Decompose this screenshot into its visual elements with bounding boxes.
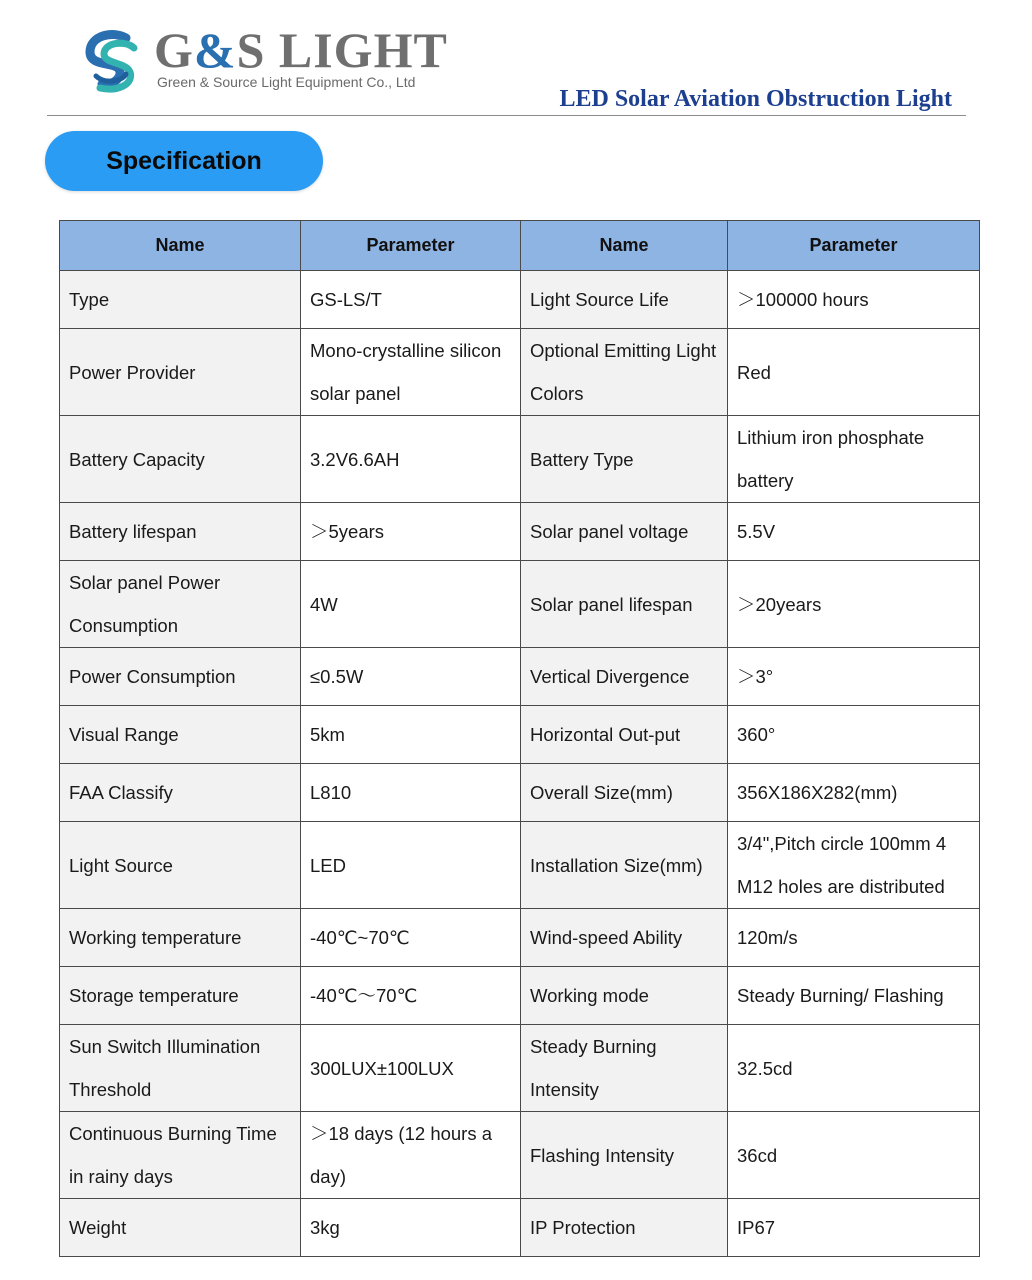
spec-value-cell: -40℃～70℃ xyxy=(301,967,521,1025)
table-row xyxy=(60,503,980,561)
gs-swirl-logo-icon xyxy=(82,28,144,96)
table-row xyxy=(60,1112,980,1199)
table-row xyxy=(60,329,980,416)
spec-value-cell: Lithium iron phosphate battery xyxy=(728,416,980,503)
table-row xyxy=(60,416,980,503)
spec-name-cell: Working temperature xyxy=(60,909,301,967)
spec-value-cell: GS-LS/T xyxy=(301,271,521,329)
spec-name-cell: FAA Classify xyxy=(60,764,301,822)
column-header: Parameter xyxy=(728,221,980,271)
spec-value-cell: ＞3° xyxy=(728,648,980,706)
document-header xyxy=(0,0,1032,120)
spec-value-cell: 3/4",Pitch circle 100mm 4 M12 holes are distributed xyxy=(728,822,980,909)
spec-value-cell: 32.5cd xyxy=(728,1025,980,1112)
spec-value-cell: LED xyxy=(301,822,521,909)
spec-name-cell: Sun Switch Illumination Threshold xyxy=(60,1025,301,1112)
spec-value-cell: Red xyxy=(728,329,980,416)
spec-value-cell: 3.2V6.6AH xyxy=(301,416,521,503)
spec-name-cell: Steady Burning Intensity xyxy=(521,1025,728,1112)
spec-name-cell: Horizontal Out-put xyxy=(521,706,728,764)
spec-value-cell: 5km xyxy=(301,706,521,764)
brand-name: G&S LIGHT xyxy=(154,22,448,78)
spec-value-cell: 120m/s xyxy=(728,909,980,967)
spec-value-cell: ≤0.5W xyxy=(301,648,521,706)
spec-value-cell: 36cd xyxy=(728,1112,980,1199)
spec-name-cell: Flashing Intensity xyxy=(521,1112,728,1199)
spec-value-cell: -40℃~70℃ xyxy=(301,909,521,967)
spec-name-cell: Installation Size(mm) xyxy=(521,822,728,909)
spec-name-cell: Weight xyxy=(60,1199,301,1257)
spec-name-cell: Visual Range xyxy=(60,706,301,764)
spec-name-cell: IP Protection xyxy=(521,1199,728,1257)
table-header-row xyxy=(60,221,980,271)
spec-name-cell: Vertical Divergence xyxy=(521,648,728,706)
spec-value-cell: Steady Burning/ Flashing xyxy=(728,967,980,1025)
header-divider xyxy=(47,115,966,116)
spec-value-cell: IP67 xyxy=(728,1199,980,1257)
column-header: Parameter xyxy=(301,221,521,271)
spec-name-cell: Power Consumption xyxy=(60,648,301,706)
brand-subtitle: Green & Source Light Equipment Co., Ltd xyxy=(157,74,416,90)
spec-name-cell: Optional Emitting Light Colors xyxy=(521,329,728,416)
table-row xyxy=(60,271,980,329)
spec-name-cell: Overall Size(mm) xyxy=(521,764,728,822)
spec-name-cell: Light Source xyxy=(60,822,301,909)
spec-name-cell: Continuous Burning Time in rainy days xyxy=(60,1112,301,1199)
spec-table xyxy=(59,220,980,1257)
table-row xyxy=(60,822,980,909)
column-header: Name xyxy=(60,221,301,271)
spec-name-cell: Battery Type xyxy=(521,416,728,503)
spec-value-cell: ＞18 days (12 hours a day) xyxy=(301,1112,521,1199)
spec-value-cell: 3kg xyxy=(301,1199,521,1257)
spec-name-cell: Solar panel Power Consumption xyxy=(60,561,301,648)
section-label: Specification xyxy=(106,146,262,175)
table-row xyxy=(60,706,980,764)
spec-value-cell: 4W xyxy=(301,561,521,648)
section-label-pill xyxy=(45,131,323,191)
product-title: LED Solar Aviation Obstruction Light xyxy=(559,86,952,112)
table-row xyxy=(60,764,980,822)
spec-value-cell: L810 xyxy=(301,764,521,822)
table-row xyxy=(60,648,980,706)
spec-name-cell: Working mode xyxy=(521,967,728,1025)
table-row xyxy=(60,967,980,1025)
spec-value-cell: 356X186X282(mm) xyxy=(728,764,980,822)
spec-name-cell: Solar panel voltage xyxy=(521,503,728,561)
spec-value-cell: ＞5years xyxy=(301,503,521,561)
table-row xyxy=(60,1025,980,1112)
spec-name-cell: Type xyxy=(60,271,301,329)
spec-name-cell: Power Provider xyxy=(60,329,301,416)
spec-name-cell: Battery Capacity xyxy=(60,416,301,503)
table-row xyxy=(60,561,980,648)
spec-value-cell: ＞20years xyxy=(728,561,980,648)
spec-value-cell: Mono-crystalline silicon solar panel xyxy=(301,329,521,416)
spec-name-cell: Light Source Life xyxy=(521,271,728,329)
spec-value-cell: 5.5V xyxy=(728,503,980,561)
spec-name-cell: Storage temperature xyxy=(60,967,301,1025)
spec-value-cell: 360° xyxy=(728,706,980,764)
table-row xyxy=(60,1199,980,1257)
spec-name-cell: Solar panel lifespan xyxy=(521,561,728,648)
spec-name-cell: Battery lifespan xyxy=(60,503,301,561)
table-row xyxy=(60,909,980,967)
spec-name-cell: Wind-speed Ability xyxy=(521,909,728,967)
spec-value-cell: 300LUX±100LUX xyxy=(301,1025,521,1112)
column-header: Name xyxy=(521,221,728,271)
spec-value-cell: ＞100000 hours xyxy=(728,271,980,329)
